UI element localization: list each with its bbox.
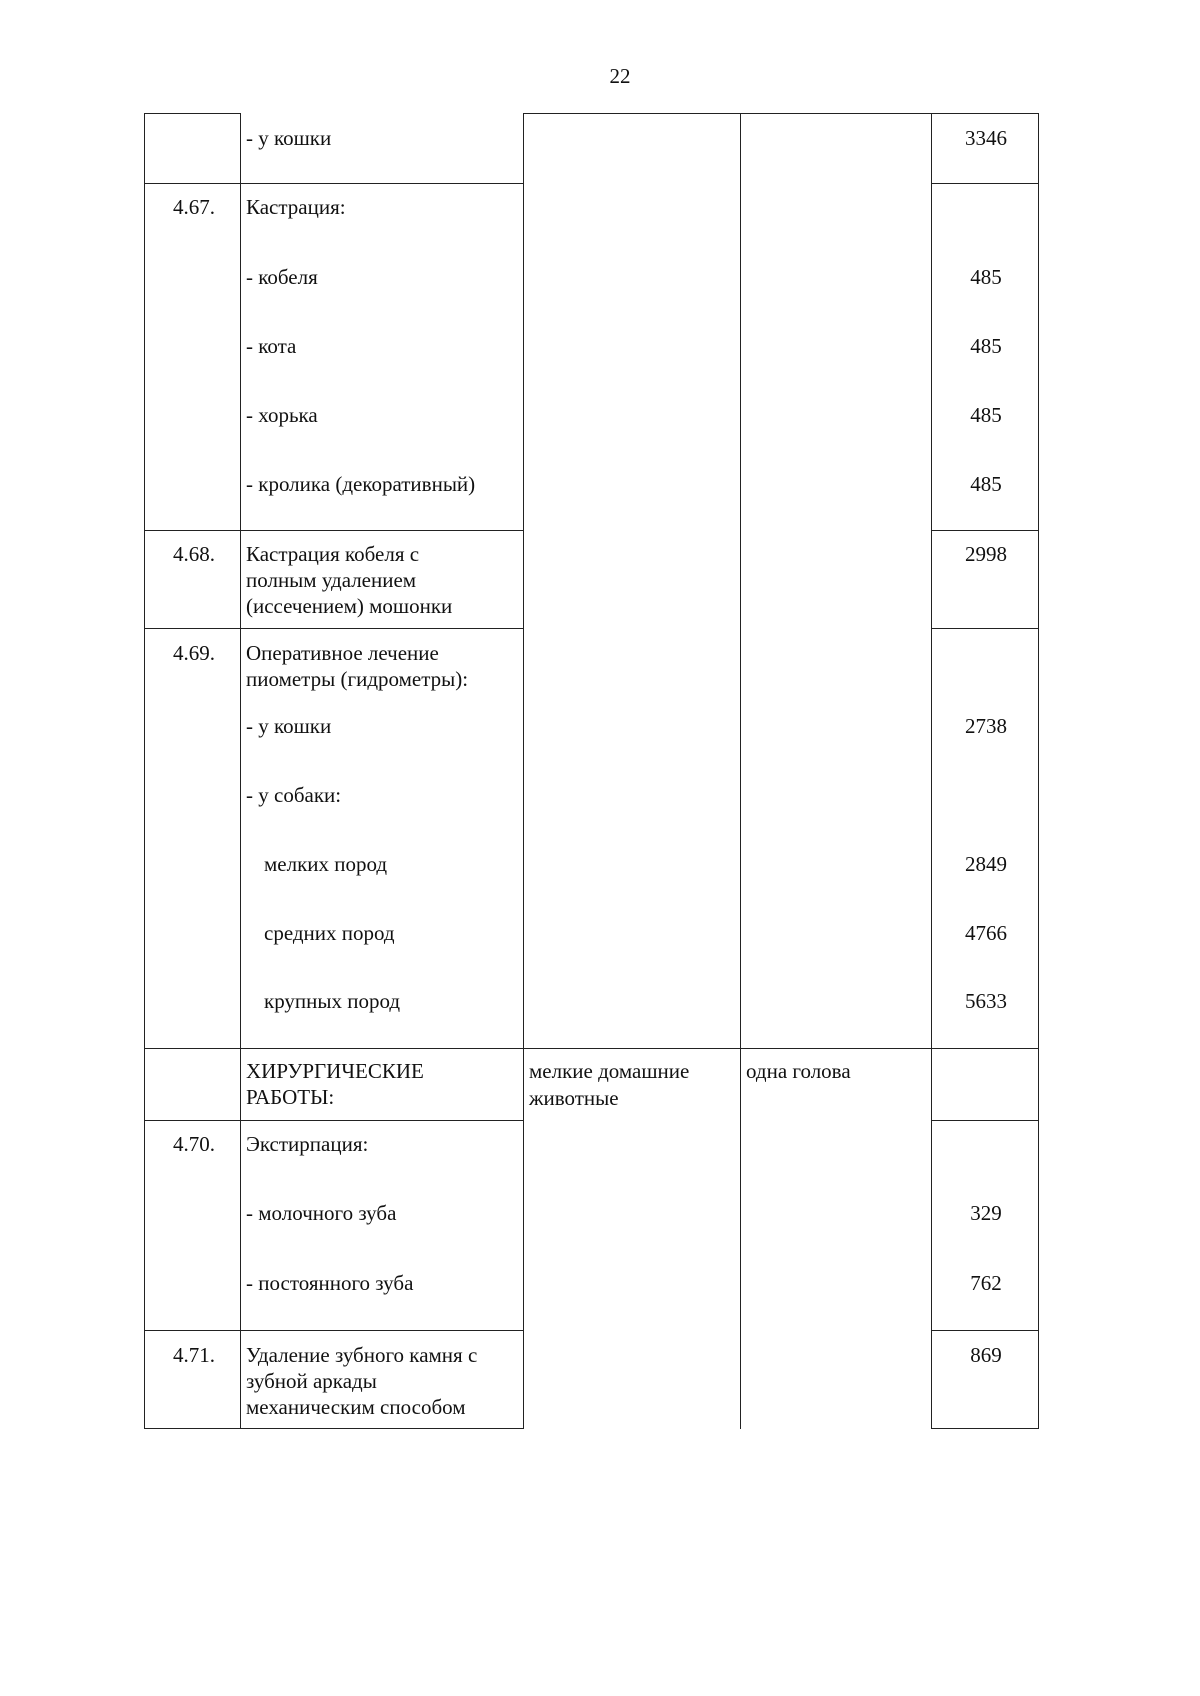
service-label: крупных пород <box>264 989 401 1013</box>
row-number: 4.69. <box>173 641 215 665</box>
price-value: 485 <box>970 472 1002 496</box>
service-label: мелких пород <box>264 852 388 876</box>
price-value: 4766 <box>965 921 1007 945</box>
grid-line <box>144 1428 523 1429</box>
grid-line <box>144 530 523 531</box>
service-label: - постоянного зуба <box>246 1271 414 1295</box>
grid-line <box>931 1330 1038 1331</box>
service-label: средних пород <box>264 921 395 945</box>
grid-line <box>144 1120 523 1121</box>
row-number: 4.67. <box>173 195 215 219</box>
price-value: 485 <box>970 403 1002 427</box>
grid-line <box>523 113 931 114</box>
price-value: 485 <box>970 334 1002 358</box>
price-value: 762 <box>970 1271 1002 1295</box>
grid-line <box>240 113 241 1429</box>
service-label: - у собаки: <box>246 783 342 807</box>
row-number: 4.70. <box>173 1132 215 1156</box>
service-label: полным удалением <box>246 568 417 592</box>
grid-line <box>1038 113 1039 1429</box>
service-label: зубной аркады <box>246 1369 377 1393</box>
service-label: механическим способом <box>246 1395 466 1419</box>
service-label: - кобеля <box>246 265 318 289</box>
price-value: 5633 <box>965 989 1007 1013</box>
service-label: - хорька <box>246 403 318 427</box>
service-label: - кота <box>246 334 297 358</box>
grid-line <box>740 113 741 1429</box>
service-label: - у кошки <box>246 126 332 150</box>
price-value: 869 <box>970 1343 1002 1367</box>
price-value: 485 <box>970 265 1002 289</box>
grid-line <box>931 628 1038 629</box>
service-label: пиометры (гидрометры): <box>246 667 469 691</box>
section-title: ХИРУРГИЧЕСКИЕ <box>246 1059 424 1083</box>
grid-line <box>144 1048 1038 1049</box>
grid-line <box>144 628 523 629</box>
grid-line <box>144 113 240 114</box>
animal-category: мелкие домашние животные <box>529 1059 690 1110</box>
service-label: Удаление зубного камня с <box>246 1343 478 1367</box>
row-number: 4.71. <box>173 1343 215 1367</box>
grid-line <box>931 1120 1038 1121</box>
unit-label: одна голова <box>746 1059 851 1083</box>
grid-line <box>931 113 932 1429</box>
service-label: Кастрация кобеля с <box>246 542 420 566</box>
grid-line <box>144 1330 523 1331</box>
service-label: - молочного зуба <box>246 1201 397 1225</box>
grid-line <box>931 183 1038 184</box>
price-value: 3346 <box>965 126 1007 150</box>
grid-line <box>144 113 145 1429</box>
service-label: Кастрация: <box>246 195 346 219</box>
section-title: РАБОТЫ: <box>246 1085 335 1109</box>
service-label: - кролика (декоративный) <box>246 472 476 496</box>
service-label: Экстирпация: <box>246 1132 369 1156</box>
price-value: 329 <box>970 1201 1002 1225</box>
service-label: Оперативное лечение <box>246 641 439 665</box>
service-label: - у кошки <box>246 714 332 738</box>
service-label: (иссечением) мошонки <box>246 594 453 618</box>
grid-line <box>931 1428 1038 1429</box>
grid-line <box>931 530 1038 531</box>
row-number: 4.68. <box>173 542 215 566</box>
grid-line <box>144 183 523 184</box>
grid-line <box>931 113 1038 114</box>
price-value: 2998 <box>965 542 1007 566</box>
price-value: 2849 <box>965 852 1007 876</box>
page-number: 22 <box>609 64 631 88</box>
grid-line <box>523 113 524 1429</box>
price-value: 2738 <box>965 714 1007 738</box>
